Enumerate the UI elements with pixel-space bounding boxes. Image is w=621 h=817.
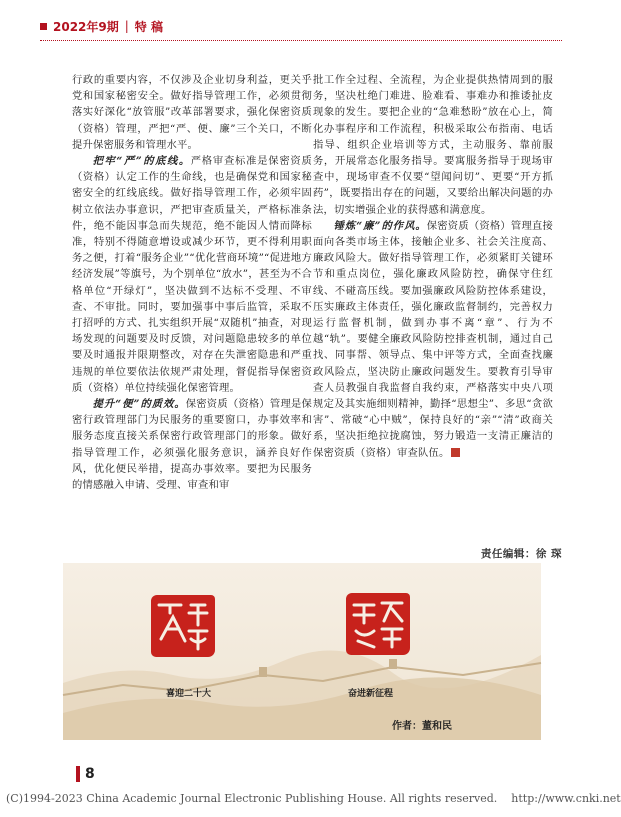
artwork-author: 作者：董和民 — [392, 721, 452, 732]
issue-label: 2022年9期 — [53, 19, 119, 34]
page-number: 8 — [85, 766, 95, 782]
running-header — [40, 16, 562, 36]
right-column — [313, 72, 553, 461]
seal-artwork — [63, 563, 541, 740]
header-rule — [40, 40, 562, 41]
seal-stamp-left — [151, 595, 215, 657]
paragraph-lead: 提升“便”的质效。 — [92, 398, 186, 411]
end-mark-icon — [451, 448, 460, 457]
paragraph — [72, 396, 312, 493]
paragraph-lead: 锤炼“廉”的作风。 — [333, 219, 427, 232]
page-number-bar — [76, 766, 80, 782]
seal-caption-right: 奋进新征程 — [348, 689, 394, 699]
copyright-footer — [6, 792, 621, 805]
paragraph: 行政的重要内容，不仅涉及企业切身利益，更关乎党和国家秘密安全。做好指导管理工作，必须贯彻落实好深化“放管服”改革部署要求，强化保密资质（资格）管理，严把“严、便、廉”三个关口，不断提升保密服务和管理水平。 — [72, 74, 312, 151]
paragraph — [313, 218, 553, 461]
paragraph — [72, 153, 312, 396]
seal-glyph-left-icon — [151, 595, 215, 657]
seal-glyph-right-icon — [346, 593, 410, 655]
paragraph-text: 保密资质（资格）管理是保密行政管理部门为民服务的重要窗口，办事效率和服务态度直接关系保密行政管理部门的形象。做好指导管理工作，必须强化服务意识，涵养良好作风，优化便民举措，提高办事效率。要把为民服务的情感融入申请、受理、审查和审 — [72, 398, 312, 492]
great-wall-background-icon — [63, 563, 541, 740]
header-square-icon — [40, 23, 47, 30]
left-column — [72, 72, 312, 493]
editor-credit: 责任编辑：徐 琛 — [480, 548, 562, 560]
seal-stamp-right — [346, 593, 410, 655]
copyright-text: (C)1994-2023 China Academic Journal Electronic Publishing House. All rights reserved. — [6, 792, 498, 805]
paragraph-text: 保密资质（资格）管理直接面向各类市场主体，接触企业多、社会关注度高、廉政风险大。做好指导管理工作，必须紧盯关键环节和重点岗位，强化廉政风险防控，确保守住红线、不碰高压线。要加强廉政风险防控体系建设，压实廉政主体责任，强化廉政监督制约，完善权力运行监督机制，做到办事不离“章”、行为不越“轨”。要健全廉政风险防控排查机制，通过自己找、同事帮、领导点、集中评等方式，全面查找廉政风险点，坚决防止廉政问题发生。要教育引导审查人员教强自我监督自我约束，严格落实中央八项规定及其实施细则精神，勤择“思想尘”、多思“贪欲害”、常破“心中贼”，保持良好的“亲”“清”政商关系，坚决拒绝拉拢腐蚀，努力锻造一支清正廉洁的保密资质（资格）审查队伍。 — [313, 219, 553, 459]
paragraph: 批工作全过程、全流程，为企业提供热情周到的服务，坚决杜绝门难进、脸难看、事难办和推诿扯皮现象的发生。要把企业的“急难愁盼”放在心上，简化办事程序和工作流程，积极采取公布指南、电话指导、组织企业培训等方式，主动服务、靠前服务，开展常态化服务指导。要寓服务指导于现场审查中，现场审查不仅要“望闻问切”、更要“开方抓药”，既要指出存在的问题，又要给出解决问题的办法，切实增强企业的获得感和满意度。 — [313, 74, 553, 216]
section-label: 特 稿 — [134, 19, 163, 34]
footer-url[interactable]: http://www.cnki.net — [511, 792, 621, 805]
seal-caption-left: 喜迎二十大 — [166, 689, 212, 699]
header-separator: | — [124, 19, 129, 33]
paragraph-lead: 把牢“严”的底线。 — [92, 155, 191, 168]
paragraph-text: 严格审查标准是保密资质（资格）认定工作的生命线，也是确保党和国家秘密安全的红线底线。做好指导管理工作，必须牢固树立依法办事意识，严把审查质量关，严格标准条件，绝不能因事急而失规范，绝不能因人情而降标准，特别不得随意增设或减少环节，更不得利用职务之便，打着“服务企业”“优化营商环境”“促进地方经济发展”等旗号，为个别单位“放水”，甚至为不合格单位“开绿灯”，坚决做到不达标不受理、不审查、不审批。同时，要加强事中事后监管，采取不打招呼的方式、扎实组织开展“双随机”抽查，对现场发现的问题要及时反馈，对问题隐患较多的单位要及时通报并限期整改，对存在失泄密隐患和严重违规的单位要依法依规严肃处理，督促指导保密资质（资格）单位持续强化保密管理。 — [72, 155, 312, 394]
